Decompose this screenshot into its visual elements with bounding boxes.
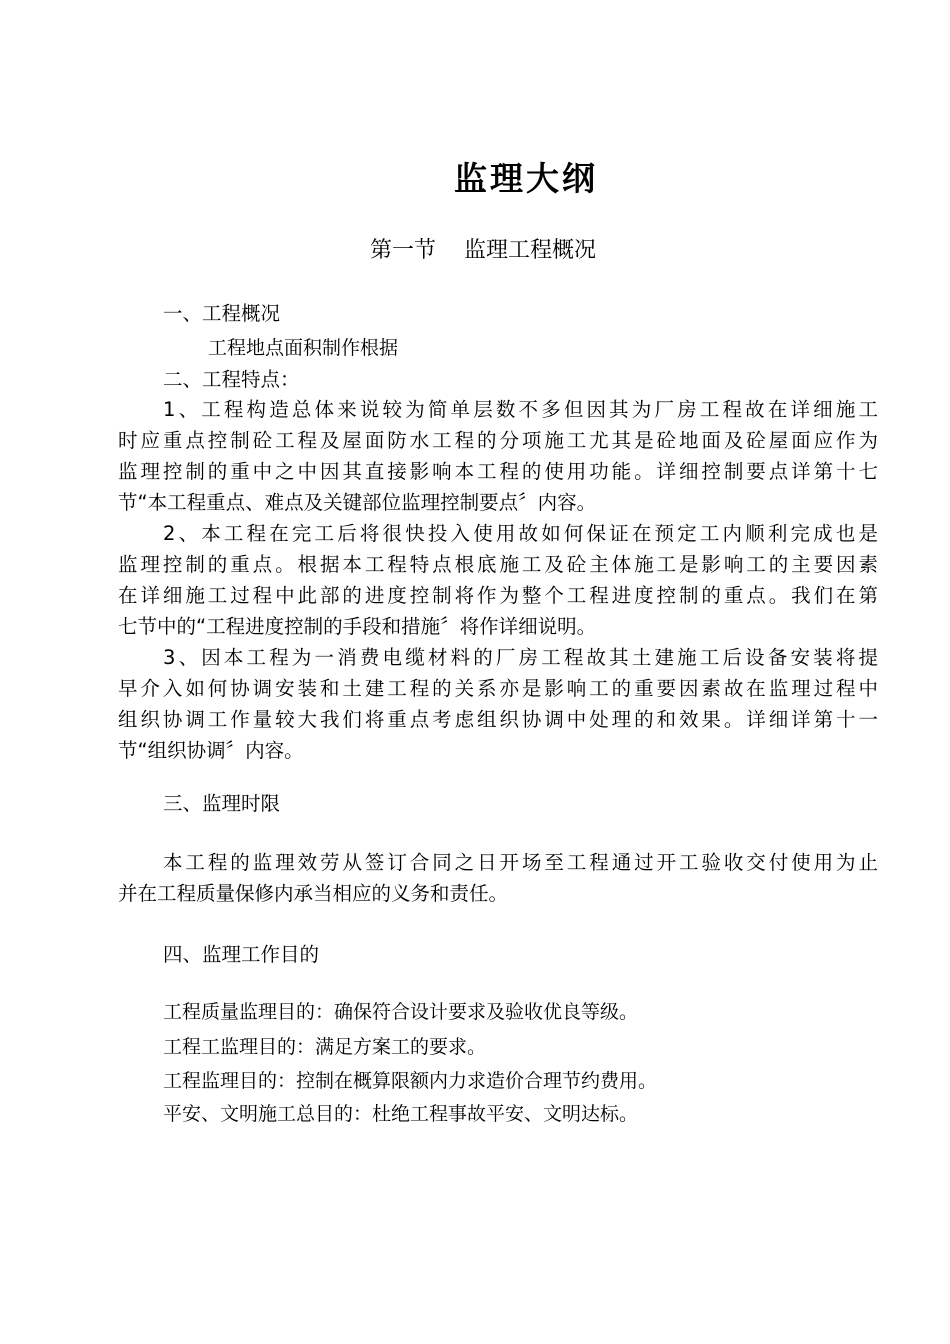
- paragraph-line: 监理控制的重点。根据本工程特点根底施工及砼主体施工是影响工的主要因素: [118, 553, 878, 576]
- part2-heading: 二、工程特点：: [163, 368, 300, 391]
- paragraph-line: 3、因本工程为一消费电缆材料的厂房工程故其土建施工后设备安装将提: [163, 646, 878, 669]
- paragraph-line: 在详细施工过程中此部的进度控制将作为整个工程进度控制的重点。我们在第: [118, 584, 878, 607]
- goal-item: 工程工监理目的：满足方案工的要求。: [163, 1036, 487, 1058]
- part4-heading: 四、监理工作目的: [163, 943, 320, 966]
- part3-heading: 三、监理时限: [163, 792, 281, 815]
- part1-heading: 一、工程概况: [163, 302, 281, 325]
- document-title: 监理大纲: [454, 159, 598, 198]
- paragraph-line: 节“组织协调〞内容。: [118, 739, 304, 762]
- paragraph-line: 节“本工程重点、难点及关键部位监理控制要点〞内容。: [118, 491, 597, 514]
- section-name: 监理工程概况: [464, 238, 597, 263]
- section-title: [370, 236, 596, 266]
- paragraph-line: 组织协调工作量较大我们将重点考虑组织协调中处理的和效果。详细详第十一: [118, 708, 878, 731]
- goal-item: 工程监理目的：控制在概算限额内力求造价合理节约费用。: [163, 1070, 658, 1092]
- part1-body: 工程地点面积制作根据: [208, 337, 399, 359]
- paragraph-line: 本工程的监理效劳从签订合同之日开场至工程通过开工验收交付使用为止: [163, 851, 878, 874]
- goal-item: 平安、文明施工总目的：杜绝工程事故平安、文明达标。: [163, 1103, 639, 1125]
- paragraph-line: 早介入如何协调安装和土建工程的关系亦是影响工的重要因素故在监理过程中: [118, 677, 878, 700]
- goal-item: 工程质量监理目的：确保符合设计要求及验收优良等级。: [163, 1001, 639, 1023]
- paragraph-line: 时应重点控制砼工程及屋面防水工程的分项施工尤其是砼地面及砼屋面应作为: [118, 429, 878, 452]
- paragraph-line: 七节中的“工程进度控制的手段和措施〞将作详细说明。: [118, 615, 597, 638]
- paragraph-line: 1、工程构造总体来说较为简单层数不多但因其为厂房工程故在详细施工: [163, 398, 878, 421]
- paragraph-line: 2、本工程在完工后将很快投入使用故如何保证在预定工内顺利完成也是: [163, 522, 878, 545]
- paragraph-line: 并在工程质量保修内承当相应的义务和责任。: [118, 882, 509, 905]
- section-number: 第一节: [370, 238, 437, 263]
- paragraph-line: 监理控制的重中之中因其直接影响本工程的使用功能。详细控制要点详第十七: [118, 460, 878, 483]
